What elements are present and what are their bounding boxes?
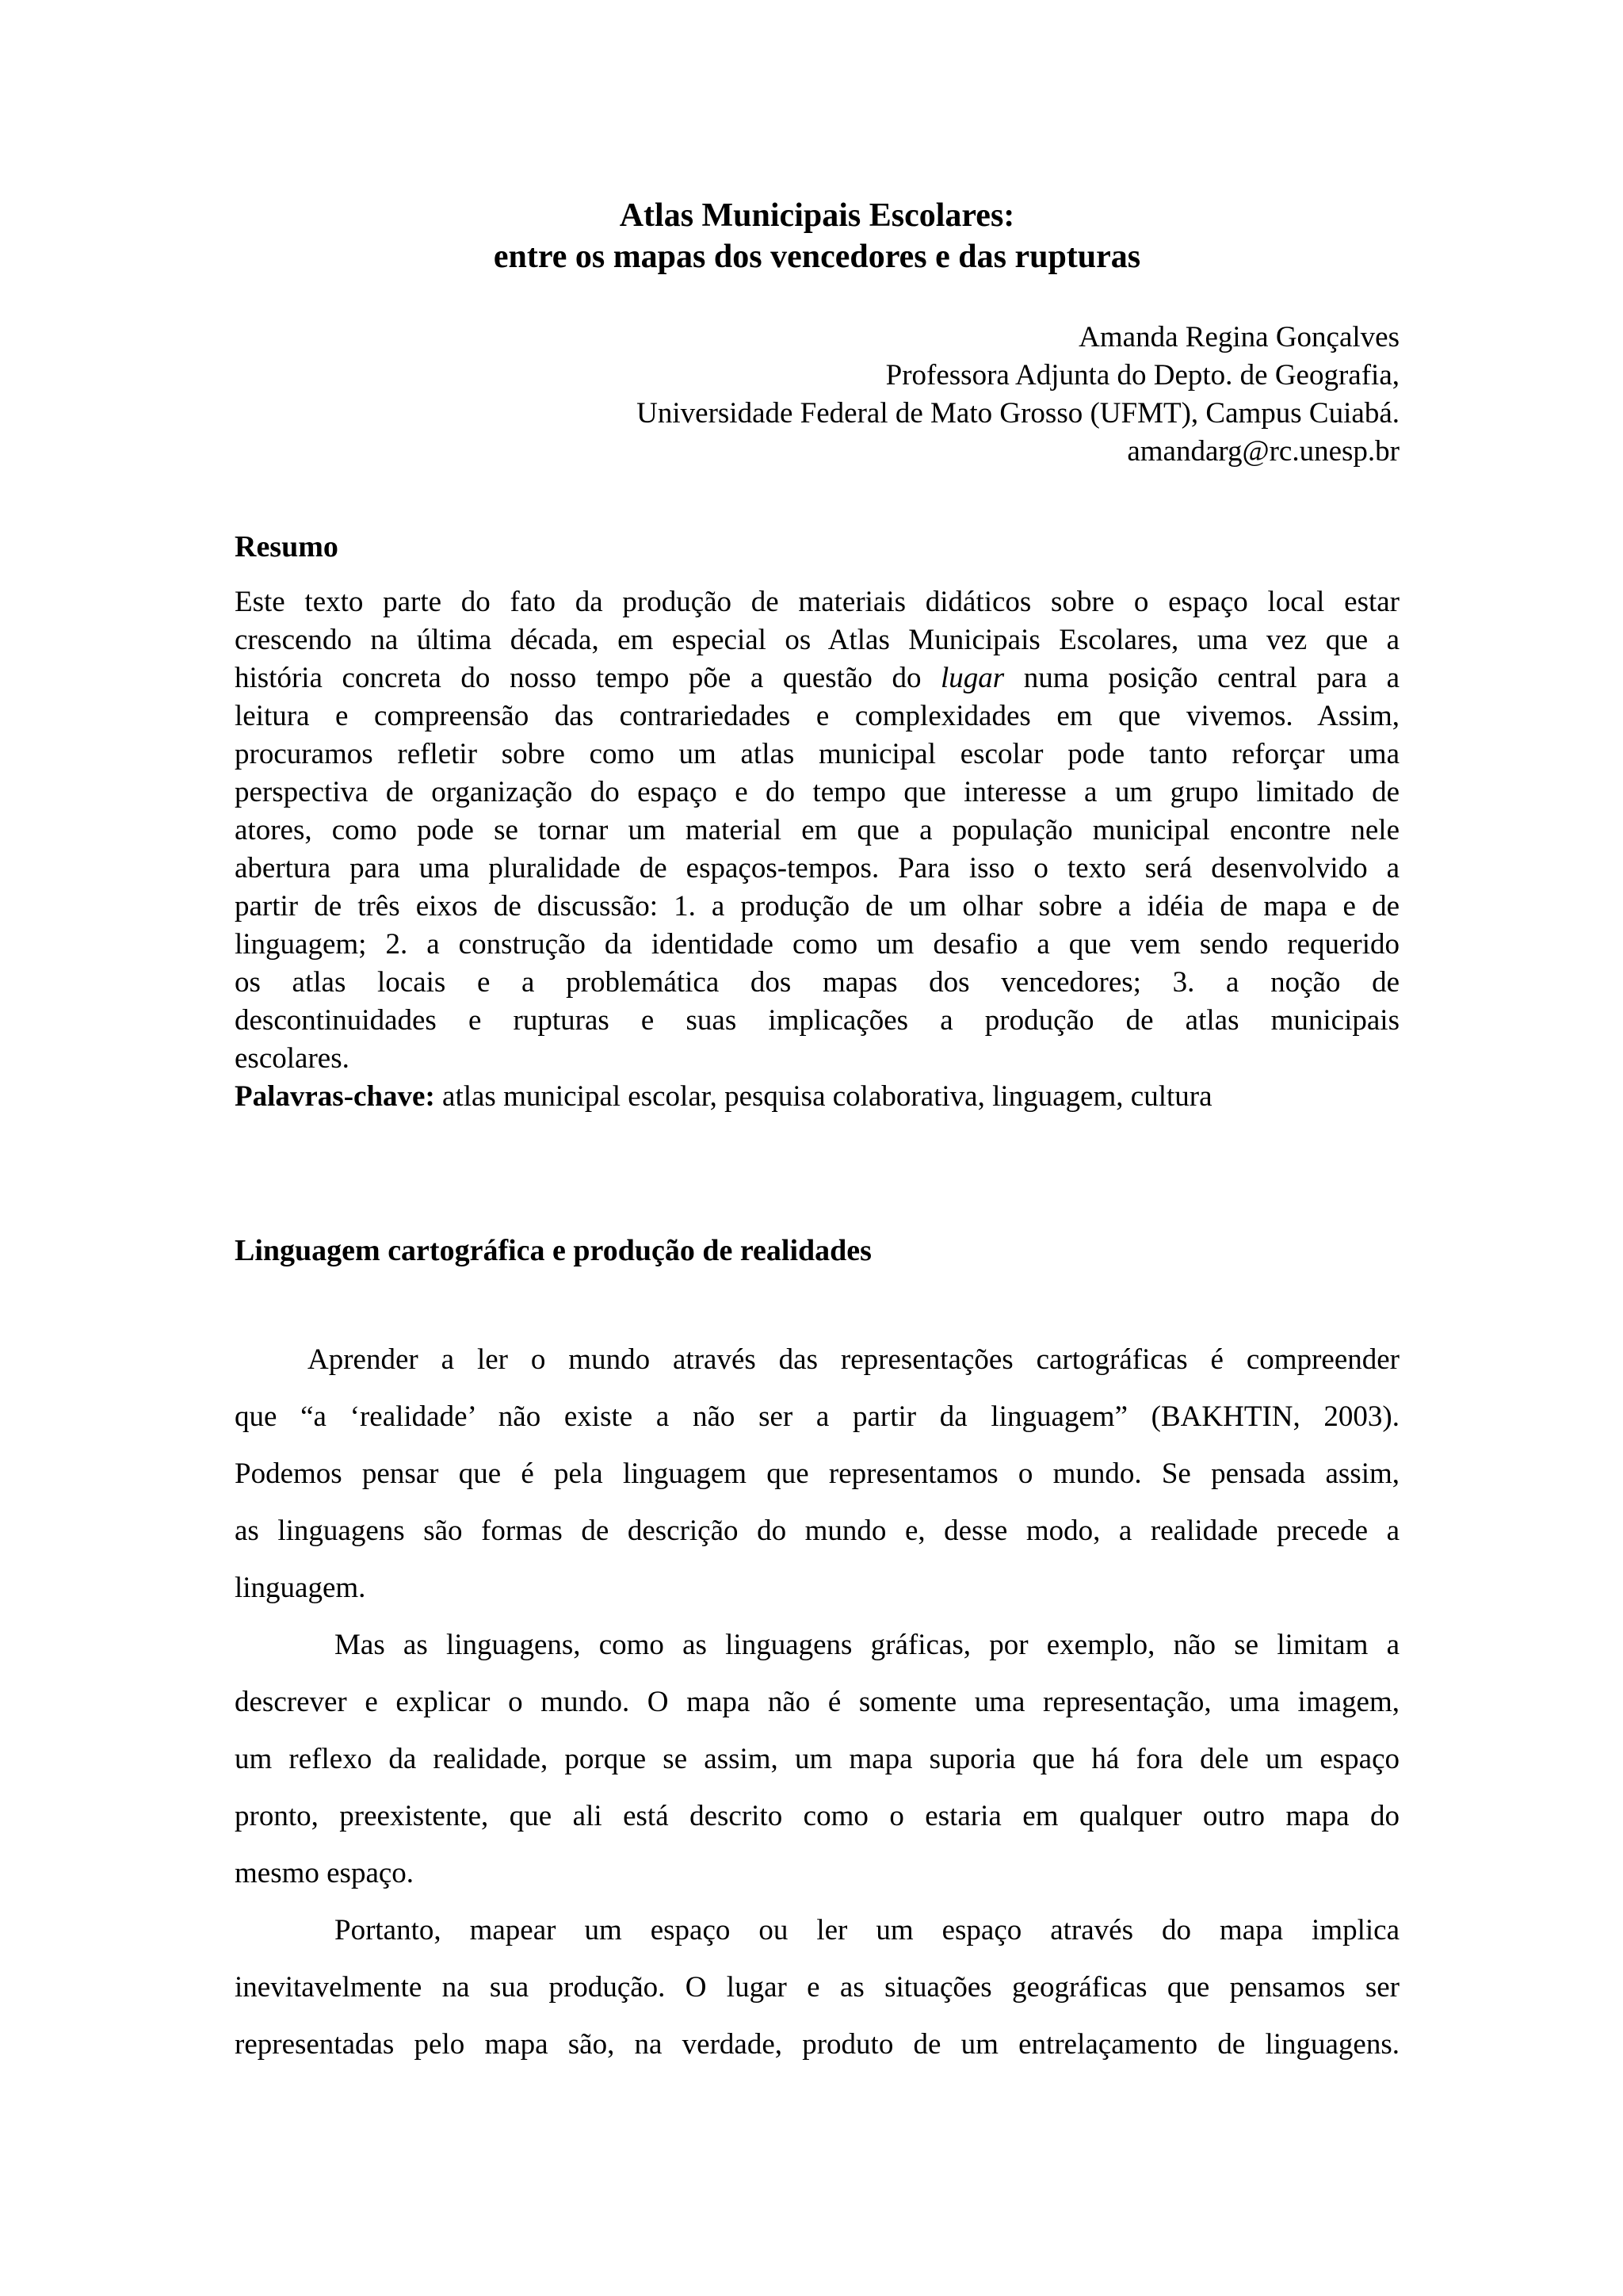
body-line: Portanto, mapear um espaço ou ler um espaço através do mapa implica bbox=[334, 1914, 1400, 1946]
abstract-line bbox=[235, 659, 1400, 697]
abstract-line-3-start: história concreta do nosso tempo põe a questão do bbox=[235, 662, 941, 694]
section-body bbox=[235, 1341, 1400, 2083]
body-line: representadas pelo mapa são, na verdade, produto de um entrelaçamento de linguagens. bbox=[235, 2028, 1400, 2061]
abstract-line: procuramos refletir sobre como um atlas municipal escolar pode tanto reforçar uma bbox=[235, 738, 1400, 770]
author-email[interactable]: amandarg@rc.unesp.br bbox=[1127, 435, 1400, 468]
abstract-line: escolares. bbox=[235, 1042, 349, 1075]
abstract-line-3-end: numa posição central para a bbox=[1004, 662, 1400, 694]
body-line: descrever e explicar o mundo. O mapa não é somente uma representação, uma imagem, bbox=[235, 1686, 1400, 1718]
abstract-line: os atlas locais e a problemática dos mapas dos vencedores; 3. a noção de bbox=[235, 966, 1400, 999]
abstract-line: abertura para uma pluralidade de espaços-tempos. Para isso o texto será desenvolvido a bbox=[235, 852, 1400, 884]
body-line: linguagem. bbox=[235, 1572, 366, 1604]
author-info bbox=[235, 319, 1400, 471]
author-institution: Universidade Federal de Mato Grosso (UFMT), Campus Cuiabá. bbox=[636, 397, 1400, 430]
body-line: inevitavelmente na sua produção. O lugar e as situações geográficas que pensamos ser bbox=[235, 1971, 1400, 2004]
body-line: pronto, preexistente, que ali está descrito como o estaria em qualquer outro mapa do bbox=[235, 1800, 1400, 1832]
abstract-line: partir de três eixos de discussão: 1. a produção de um olhar sobre a idéia de mapa e de bbox=[235, 890, 1400, 923]
body-line: Aprender a ler o mundo através das representações cartográficas é compreender bbox=[307, 1343, 1400, 1376]
title-line-2: entre os mapas dos vencedores e das rupturas bbox=[493, 239, 1141, 275]
section-heading: Linguagem cartográfica e produção de realidades bbox=[235, 1234, 872, 1267]
abstract-line: atores, como pode se tornar um material em que a população municipal encontre nele bbox=[235, 814, 1400, 846]
title-line-1: Atlas Municipais Escolares: bbox=[619, 197, 1015, 234]
keywords-label: Palavras-chave: bbox=[235, 1080, 435, 1113]
body-line: que “a ‘realidade’ não existe a não ser a partir da linguagem” (BAKHTIN, 2003). bbox=[235, 1400, 1400, 1433]
abstract-body bbox=[235, 583, 1400, 1078]
abstract-line: crescendo na última década, em especial os Atlas Municipais Escolares, uma vez que a bbox=[235, 624, 1400, 656]
paper-title bbox=[235, 195, 1400, 277]
keywords-text: atlas municipal escolar, pesquisa colaborativa, linguagem, cultura bbox=[434, 1080, 1212, 1113]
body-line: Mas as linguagens, como as linguagens gráficas, por exemplo, não se limitam a bbox=[334, 1629, 1400, 1661]
abstract-line: linguagem; 2. a construção da identidade como um desafio a que vem sendo requerido bbox=[235, 928, 1400, 961]
abstract-line: Este texto parte do fato da produção de materiais didáticos sobre o espaço local estar bbox=[235, 586, 1400, 618]
keywords bbox=[235, 1078, 1400, 1116]
abstract-line: leitura e compreensão das contrariedades e complexidades em que vivemos. Assim, bbox=[235, 700, 1400, 732]
body-line: as linguagens são formas de descrição do mundo e, desse modo, a realidade precede a bbox=[235, 1515, 1400, 1547]
author-name: Amanda Regina Gonçalves bbox=[1079, 321, 1400, 353]
author-position: Professora Adjunta do Depto. de Geografia, bbox=[885, 359, 1400, 392]
body-line: um reflexo da realidade, porque se assim, um mapa suporia que há fora dele um espaço bbox=[235, 1743, 1400, 1775]
abstract-line: descontinuidades e rupturas e suas implicações a produção de atlas municipais bbox=[235, 1004, 1400, 1037]
abstract-italic-term: lugar bbox=[941, 662, 1005, 694]
abstract-line: perspectiva de organização do espaço e do tempo que interesse a um grupo limitado de bbox=[235, 776, 1400, 808]
abstract-heading: Resumo bbox=[235, 530, 338, 563]
body-line: Podemos pensar que é pela linguagem que representamos o mundo. Se pensada assim, bbox=[235, 1457, 1400, 1490]
body-line: mesmo espaço. bbox=[235, 1857, 414, 1889]
